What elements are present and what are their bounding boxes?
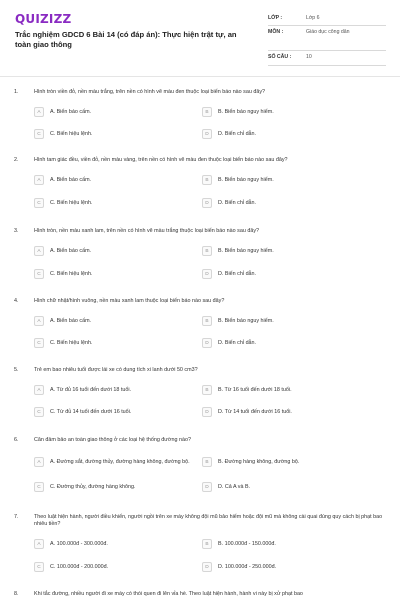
answer-option-d[interactable] <box>202 406 377 418</box>
question-item <box>14 437 386 490</box>
option-letter-box: D <box>202 129 212 139</box>
question-text: Theo luật hiện hành, người điều khiển, người ngồi trên xe máy không đội mũ bảo hiểm hoặc đội mũ mà không cài quai đúng quy cách bị phạt bao nhiêu tiền? <box>34 514 383 527</box>
option-letter-box: A <box>34 316 44 326</box>
question-item <box>14 228 386 277</box>
option-letter-box: C <box>34 562 44 572</box>
meta-value: Lớp 6 <box>306 15 320 21</box>
question-item <box>14 298 386 346</box>
option-text: B. Đường hàng không, đường bộ. <box>218 458 300 465</box>
option-text: B. Biển báo nguy hiểm. <box>218 108 274 115</box>
answer-option-b[interactable] <box>202 384 377 396</box>
option-text: A. Biển báo cấm. <box>50 176 92 183</box>
option-letter-box: D <box>202 482 212 492</box>
answer-option-a[interactable] <box>34 538 204 550</box>
question-header <box>14 228 386 235</box>
question-number: 2. <box>14 157 19 163</box>
answer-option-a[interactable] <box>34 456 204 468</box>
option-letter-box: C <box>34 407 44 417</box>
answer-option-c[interactable] <box>34 128 204 140</box>
question-text: Hình chữ nhật/hình vuông, nền màu xanh lam thuộc loại biển báo nào sau đây? <box>34 298 225 304</box>
question-header <box>14 367 386 374</box>
option-text: D. Biển chỉ dẫn. <box>218 199 257 206</box>
meta-row-subject <box>268 26 386 51</box>
header-divider <box>0 76 400 77</box>
option-letter-box: A <box>34 457 44 467</box>
option-text: B. Từ 16 tuổi đến dưới 18 tuổi. <box>218 386 292 393</box>
question-number: 1. <box>14 89 19 95</box>
option-letter-box: B <box>202 539 212 549</box>
question-text: Hình tròn viền đỏ, nền màu trắng, trên nền có hình vẽ màu đen thuộc loại biển báo nào sau đây? <box>34 89 266 95</box>
option-letter-box: C <box>34 338 44 348</box>
answer-option-a[interactable] <box>34 174 204 186</box>
answer-option-c[interactable] <box>34 337 204 349</box>
question-header <box>14 437 386 444</box>
option-letter-box: B <box>202 457 212 467</box>
question-number: 6. <box>14 437 19 443</box>
option-letter-box: B <box>202 246 212 256</box>
option-letter-box: D <box>202 198 212 208</box>
question-text: Trẻ em bao nhiêu tuổi được lái xe có dung tích xi lanh dưới 50 cm3? <box>34 367 198 373</box>
answer-option-b[interactable] <box>202 174 377 186</box>
question-number: 4. <box>14 298 19 304</box>
meta-key: SỐ CÂU : <box>268 54 292 60</box>
option-letter-box: B <box>202 175 212 185</box>
meta-row-class <box>268 12 386 26</box>
answer-option-a[interactable] <box>34 315 204 327</box>
question-item <box>14 514 386 570</box>
option-text: A. Từ đủ 16 tuổi đến dưới 18 tuổi. <box>50 386 132 393</box>
option-text: D. Từ 14 tuổi đến dưới 16 tuổi. <box>218 408 292 415</box>
answer-option-a[interactable] <box>34 245 204 257</box>
answer-option-d[interactable] <box>202 268 377 280</box>
option-letter-box: B <box>202 107 212 117</box>
worksheet-header <box>0 0 400 70</box>
option-text: A. Biển báo cấm. <box>50 317 92 324</box>
option-text: B. Biển báo nguy hiểm. <box>218 317 274 324</box>
question-item <box>14 591 386 598</box>
question-header <box>14 514 386 528</box>
question-text: Hình tròn, nền màu xanh lam, trên nền có hình vẽ màu trắng thuộc loại biển báo nào sau đây? <box>34 228 260 234</box>
answer-option-d[interactable] <box>202 337 377 349</box>
question-text: Căn đảm bảo an toàn giao thông ở các loại hệ thống đường nào? <box>34 437 191 443</box>
answer-option-d[interactable] <box>202 128 377 140</box>
meta-row-count <box>268 51 386 66</box>
meta-key: MÔN : <box>268 29 284 35</box>
question-item <box>14 89 386 137</box>
question-text: Khi tắc đường, nhiều người đi xe máy có thói quen đi lên vỉa hè. Theo luật hiện hành, hành vi này bị xử phạt bao <box>34 591 303 597</box>
option-letter-box: A <box>34 385 44 395</box>
option-letter-box: B <box>202 385 212 395</box>
question-header <box>14 89 386 96</box>
question-text: Hình tam giác đều, viền đỏ, nền màu vàng, trên nền có hình vẽ màu đen thuộc loại biển báo nào sau đây? <box>34 157 288 163</box>
answer-option-b[interactable] <box>202 538 377 550</box>
option-letter-box: C <box>34 269 44 279</box>
option-text: C. Từ đủ 14 tuổi đến dưới 16 tuổi. <box>50 408 132 415</box>
question-number: 7. <box>14 514 19 520</box>
option-text: D. Biển chỉ dẫn. <box>218 339 257 346</box>
quizizz-logo: QUIZIZZ <box>15 12 72 26</box>
question-item <box>14 157 386 206</box>
answer-option-b[interactable] <box>202 456 377 468</box>
question-number: 8. <box>14 591 19 597</box>
option-letter-box: B <box>202 316 212 326</box>
option-text: A. Biển báo cấm. <box>50 108 92 115</box>
option-text: D. 100.000đ - 250.000đ. <box>218 563 277 570</box>
answer-option-c[interactable] <box>34 481 204 493</box>
answer-option-c[interactable] <box>34 406 204 418</box>
option-letter-box: D <box>202 338 212 348</box>
option-text: C. Biển hiệu lệnh. <box>50 270 93 277</box>
option-text: D. Biển chỉ dẫn. <box>218 270 257 277</box>
option-text: A. 100.000đ - 300.000đ. <box>50 540 108 547</box>
option-text: C. 100.000đ - 200.000đ. <box>50 563 109 570</box>
option-text: A. Biển báo cấm. <box>50 247 92 254</box>
question-header <box>14 157 386 164</box>
answer-option-c[interactable] <box>34 561 204 573</box>
option-text: A. Đường sắt, đường thủy, đường hàng không, đường bộ. <box>50 458 190 465</box>
option-letter-box: D <box>202 407 212 417</box>
option-letter-box: A <box>34 246 44 256</box>
answer-option-b[interactable] <box>202 245 377 257</box>
page-title: Trắc nghiệm GDCD 6 Bài 14 (có đáp án): Thực hiện trật tự, an toàn giao thông <box>15 30 237 49</box>
option-text: D. Biển chỉ dẫn. <box>218 130 257 137</box>
answer-option-d[interactable] <box>202 561 377 573</box>
question-header <box>14 591 386 598</box>
option-text: B. 100.000đ - 150.000đ. <box>218 540 276 547</box>
answer-option-d[interactable] <box>202 197 377 209</box>
answer-option-b[interactable] <box>202 106 377 118</box>
question-header <box>14 298 386 305</box>
option-letter-box: C <box>34 482 44 492</box>
answer-option-c[interactable] <box>34 268 204 280</box>
option-text: D. Cả A và B. <box>218 483 251 490</box>
meta-table <box>268 12 386 66</box>
option-text: C. Biển hiệu lệnh. <box>50 199 93 206</box>
meta-value: 10 <box>306 54 312 60</box>
question-number: 5. <box>14 367 19 373</box>
option-letter-box: A <box>34 107 44 117</box>
meta-value: Giáo dục công dân <box>306 29 350 35</box>
answer-option-a[interactable] <box>34 106 204 118</box>
answer-option-c[interactable] <box>34 197 204 209</box>
meta-key: LỚP : <box>268 15 283 21</box>
answer-option-d[interactable] <box>202 481 377 493</box>
option-letter-box: D <box>202 562 212 572</box>
option-text: C. Biển hiệu lệnh. <box>50 339 93 346</box>
option-text: C. Biển hiệu lệnh. <box>50 130 93 137</box>
option-letter-box: A <box>34 539 44 549</box>
question-number: 3. <box>14 228 19 234</box>
question-item <box>14 367 386 415</box>
option-letter-box: C <box>34 129 44 139</box>
answer-option-b[interactable] <box>202 315 377 327</box>
option-text: B. Biển báo nguy hiểm. <box>218 176 274 183</box>
option-text: C. Đường thủy, đường hàng không. <box>50 483 136 490</box>
option-letter-box: D <box>202 269 212 279</box>
option-text: B. Biển báo nguy hiểm. <box>218 247 274 254</box>
option-letter-box: C <box>34 198 44 208</box>
answer-option-a[interactable] <box>34 384 204 396</box>
option-letter-box: A <box>34 175 44 185</box>
